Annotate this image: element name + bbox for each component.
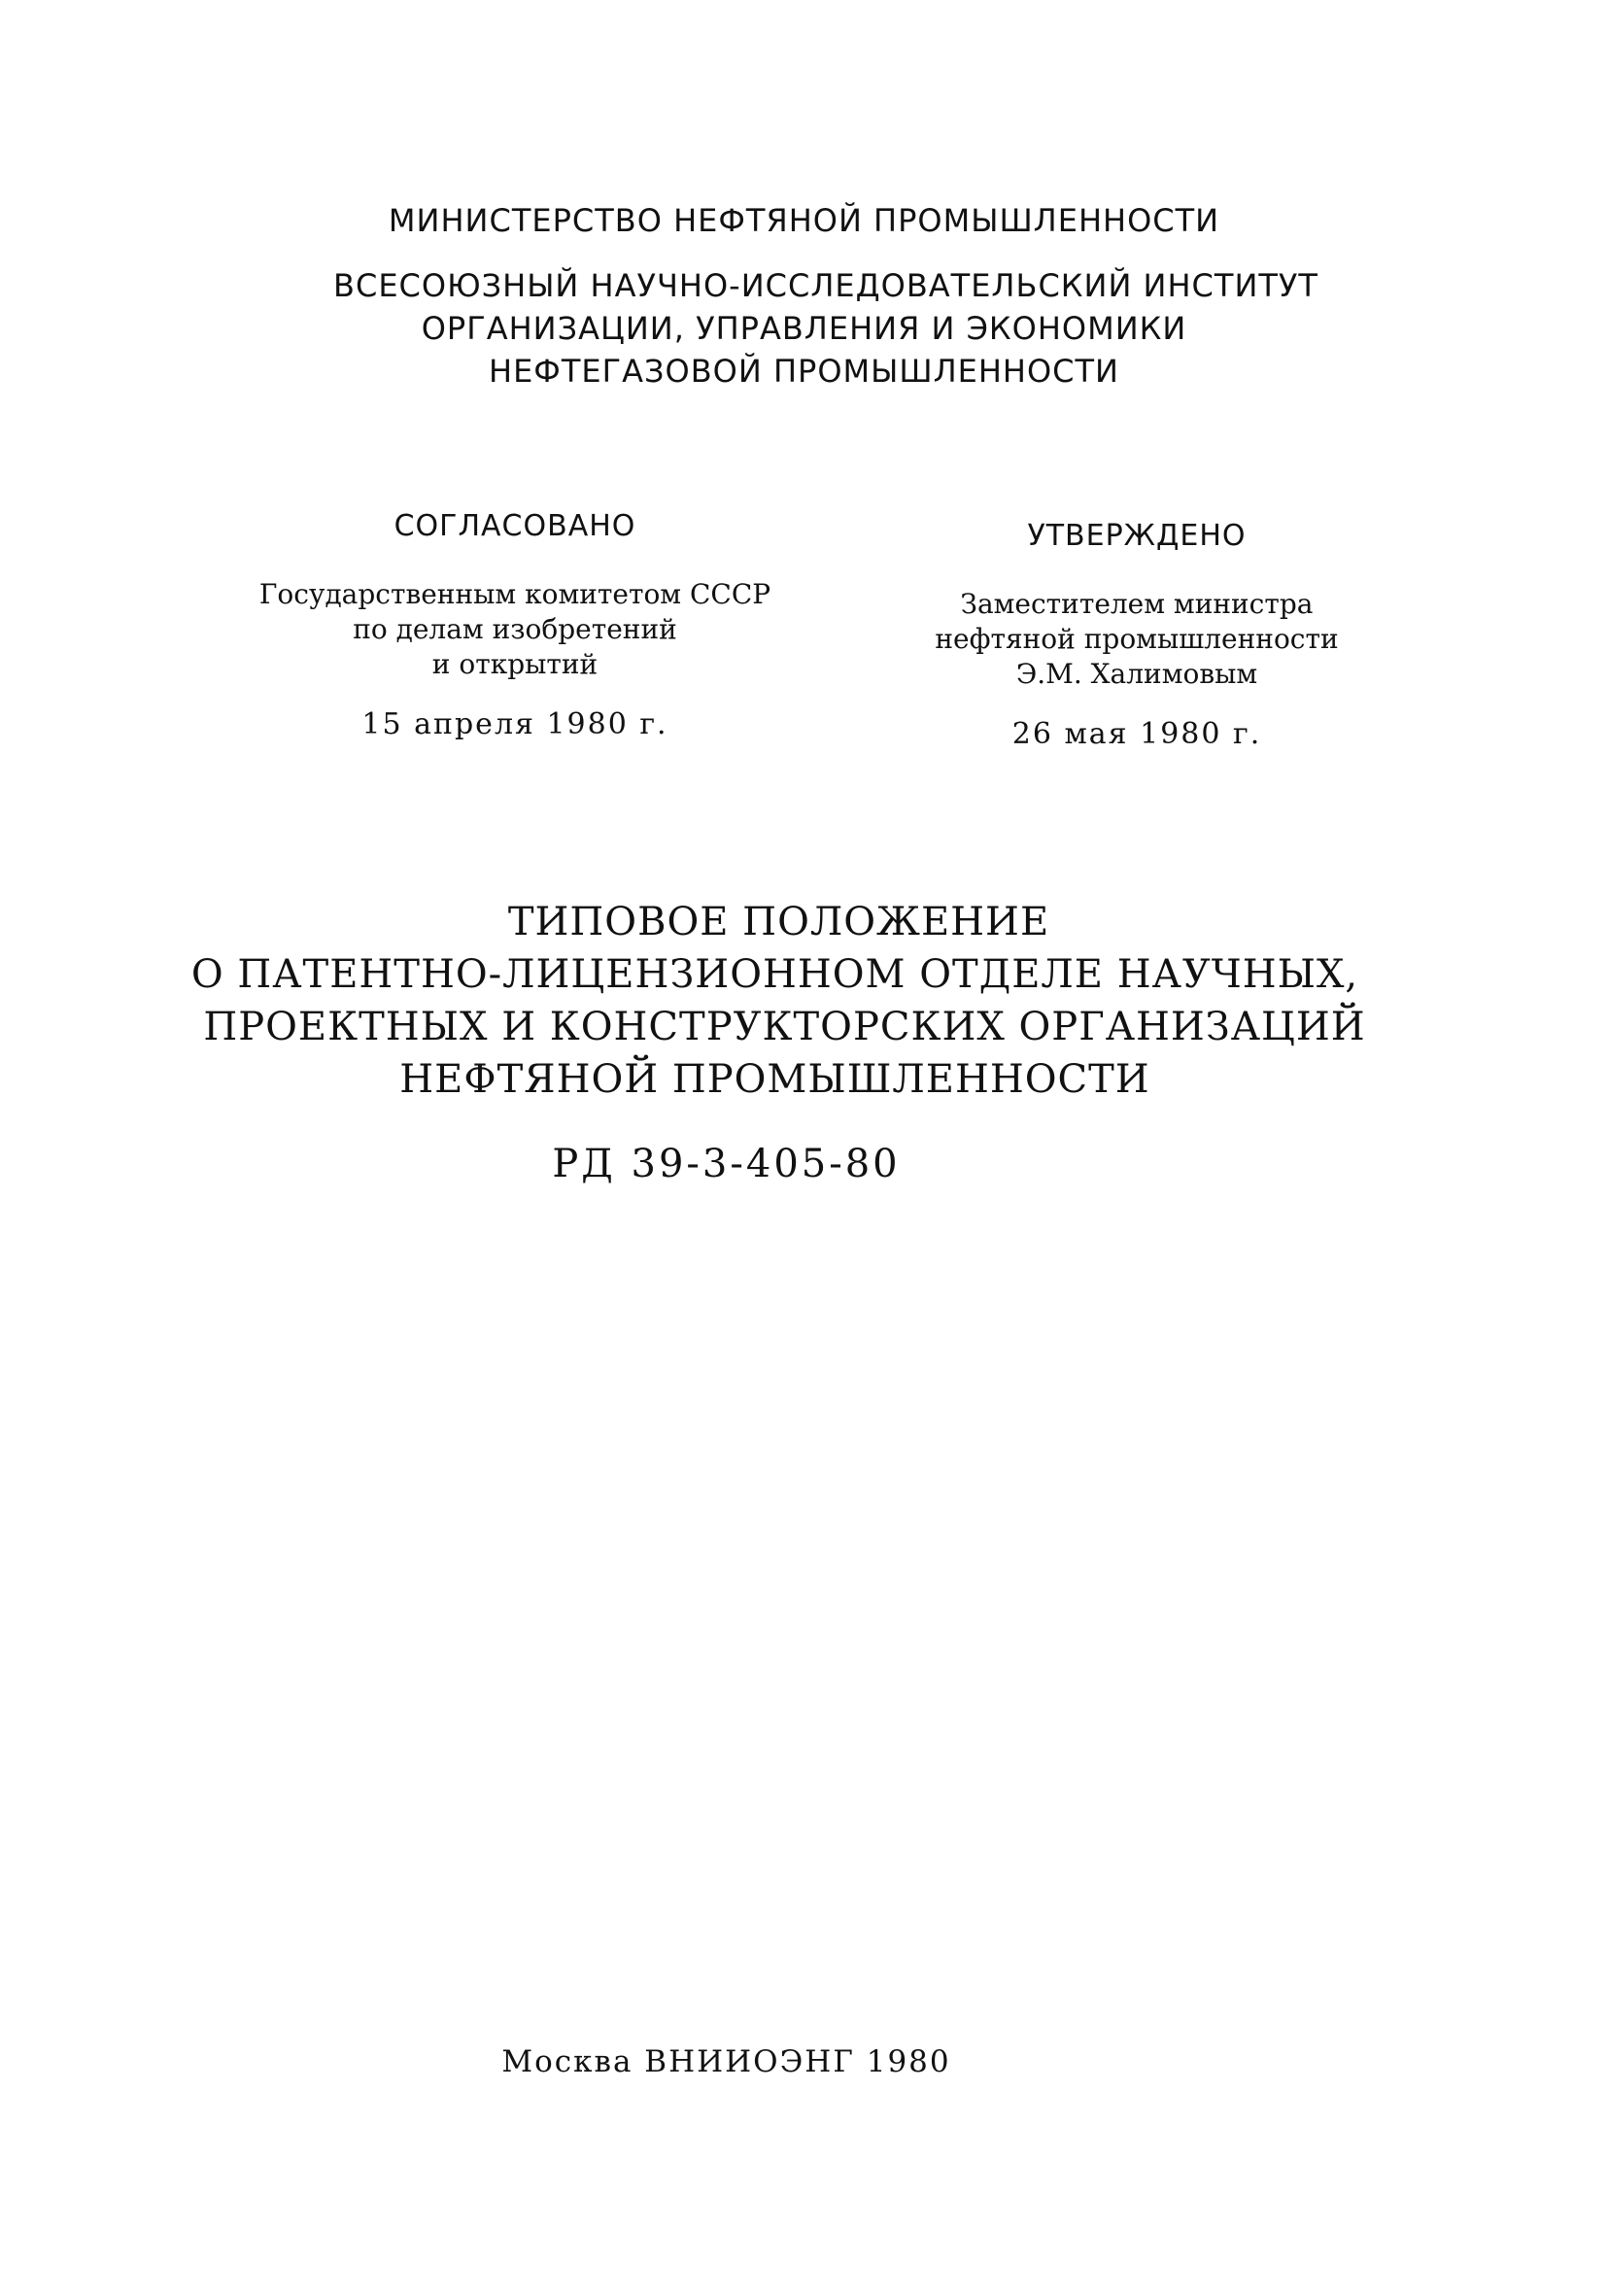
agreed-block [204, 509, 826, 742]
agreed-line: по делам изобретений [353, 613, 677, 645]
approved-date: 26 мая 1980 г. [1011, 717, 1262, 751]
title-line: НЕФТЯНОЙ ПРОМЫШЛЕННОСТИ [399, 1057, 1150, 1102]
approved-line: Э.М. Халимовым [1015, 658, 1258, 690]
approved-heading: УТВЕРЖДЕНО [1027, 519, 1247, 553]
institute-line: ОРГАНИЗАЦИИ, УПРАВЛЕНИЯ И ЭКОНОМИКИ [421, 310, 1187, 347]
publisher-footer: Москва ВНИИОЭНГ 1980 [501, 2044, 951, 2079]
approved-line: нефтяной промышленности [935, 623, 1339, 655]
ministry-name: МИНИСТЕРСТВО НЕФТЯНОЙ ПРОМЫШЛЕННОСТИ [388, 202, 1220, 239]
document-code: РД 39-3-405-80 [552, 1142, 901, 1186]
agreed-line: Государственным комитетом СССР [258, 578, 771, 610]
approved-block [845, 519, 1428, 752]
ministry-heading [0, 202, 1608, 239]
agreed-heading: СОГЛАСОВАНО [393, 509, 636, 543]
title-line: ТИПОВОЕ ПОЛОЖЕНИЕ [507, 900, 1050, 944]
institute-line: НЕФТЕГАЗОВОЙ ПРОМЫШЛЕННОСТИ [489, 353, 1119, 390]
document-title [0, 896, 1608, 1106]
approved-line: Заместителем министра [960, 588, 1314, 620]
agreed-line: и открытий [431, 648, 599, 680]
title-line: ПРОЕКТНЫХ И КОНСТРУКТОРСКИХ ОРГАНИЗАЦИЙ [203, 1005, 1366, 1049]
agreed-date: 15 апреля 1980 г. [361, 707, 668, 741]
institute-heading [0, 264, 1608, 393]
title-line: О ПАТЕНТНО-ЛИЦЕНЗИОННОМ ОТДЕЛЕ НАУЧНЫХ, [190, 952, 1359, 997]
institute-line: ВСЕСОЮЗНЫЙ НАУЧНО-ИССЛЕДОВАТЕЛЬСКИЙ ИНСТИТУТ [333, 267, 1318, 304]
